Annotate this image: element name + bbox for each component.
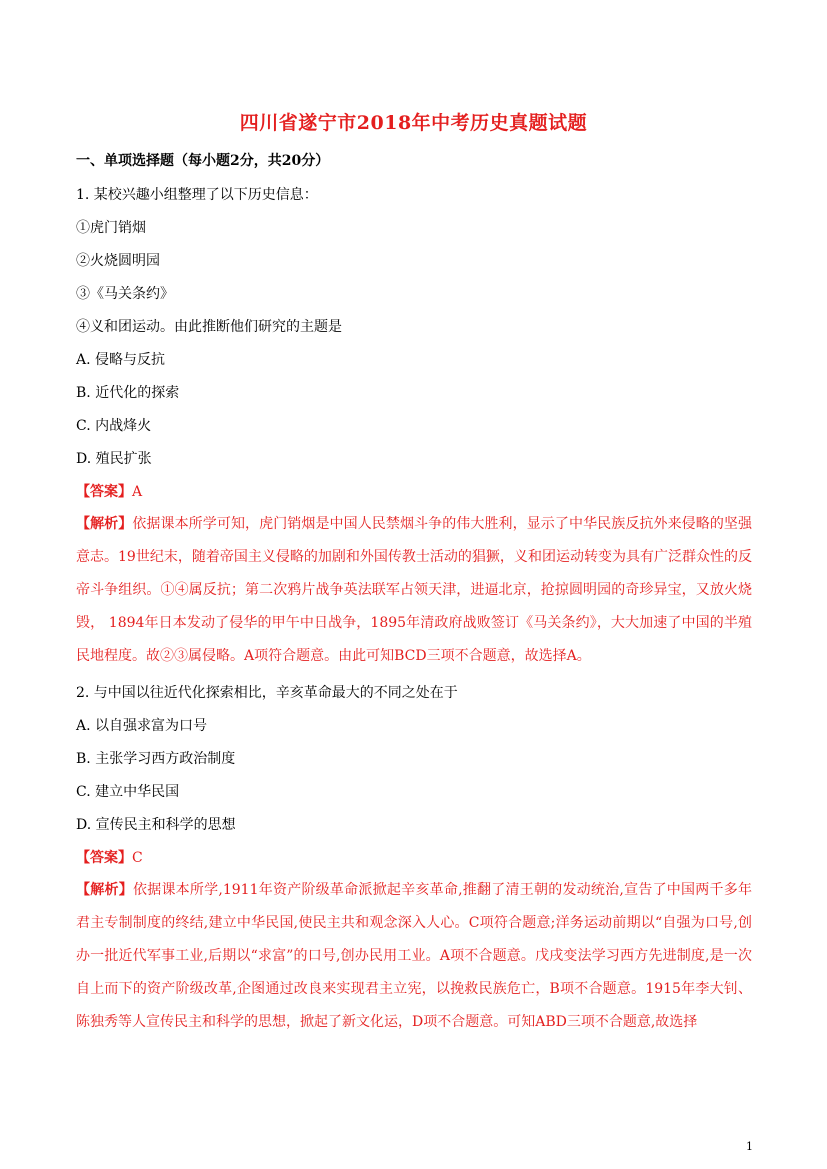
question-1-info-1: ①虎门销烟 bbox=[76, 220, 146, 236]
question-1-info-4: ④义和团运动。由此推断他们研究的主题是 bbox=[76, 319, 342, 335]
question-1-answer bbox=[76, 481, 142, 501]
analysis-text: 依据课本所学,1911年资产阶级革命派掀起辛亥革命,推翻了清王朝的发动统治,宣告了中国两千多年君主专制制度的终结,建立中华民国,使民主共和观念深入人心。C项符合题意;洋务运动前期以“自强为口号,创办一批近代军事工业,后期以“求富”的口号,创办民用工业。A项不合题意。戊戌变法学习西方先进制度,是一次自上而下的资产阶级改革,企图通过改良来实现君主立宪，以挽救民族危亡，B项不合题意。1915年李大钊、陈独秀等人宣传民主和科学的思想，掀起了新文化运，D项不合题意。可知ABD三项不合题意,故选择 bbox=[76, 882, 753, 1030]
answer-value: A bbox=[132, 484, 143, 500]
question-2-option-a: A. 以自强求富为口号 bbox=[76, 718, 208, 734]
section-heading: 一、单项选择题（每小题2分，共20分） bbox=[76, 153, 330, 169]
question-1-option-c: C. 内战烽火 bbox=[76, 418, 152, 434]
question-1-stem: 1. 某校兴趣小组整理了以下历史信息： bbox=[76, 187, 318, 203]
question-2-stem: 2. 与中国以往近代化探索相比，辛亥革命最大的不同之处在于 bbox=[76, 685, 458, 701]
question-2-answer bbox=[76, 847, 143, 867]
question-1-analysis bbox=[76, 508, 752, 673]
answer-value: C bbox=[132, 850, 143, 866]
question-1-option-a: A. 侵略与反抗 bbox=[76, 352, 166, 368]
question-2-option-d: D. 宣传民主和科学的思想 bbox=[76, 817, 236, 833]
page-number: 1 bbox=[746, 1140, 753, 1153]
question-2-analysis bbox=[76, 874, 752, 1039]
question-1-option-d: D. 殖民扩张 bbox=[76, 451, 152, 467]
answer-label: 【答案】 bbox=[76, 484, 132, 500]
document-title: 四川省遂宁市2018年中考历史真题试题 bbox=[239, 112, 588, 134]
analysis-text: 依据课本所学可知，虎门销烟是中国人民禁烟斗争的伟大胜利，显示了中华民族反抗外来侵略的坚强意志。19世纪末，随着帝国主义侵略的加剧和外国传教士活动的猖獗，义和团运动转变为具有广泛群众性的反帝斗争组织。①④属反抗；第二次鸦片战争英法联军占领天津，进逼北京，抢掠圆明园的奇珍异宝，又放火烧毁， 1894年日本发动了侵华的甲午中日战争，1895年清政府战败签订《马关条约》，大大加速了中国的半殖民地程度。故②③属侵略。A项符合题意。由此可知BCD三项不合题意，故选择A。 bbox=[76, 516, 753, 664]
question-1-option-b: B. 近代化的探索 bbox=[76, 385, 180, 401]
question-2-option-c: C. 建立中华民国 bbox=[76, 784, 180, 800]
question-1-info-3: ③《马关条约》 bbox=[76, 286, 174, 302]
question-2-option-b: B. 主张学习西方政治制度 bbox=[76, 751, 236, 767]
answer-label: 【答案】 bbox=[76, 850, 132, 866]
analysis-label: 【解析】 bbox=[76, 882, 133, 898]
question-1-info-2: ②火烧圆明园 bbox=[76, 253, 160, 269]
analysis-label: 【解析】 bbox=[76, 516, 133, 532]
